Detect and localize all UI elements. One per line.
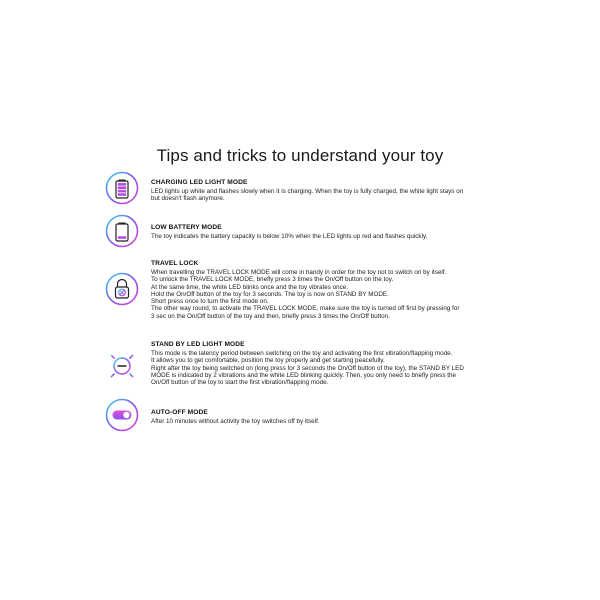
section-heading: AUTO-OFF MODE [151,409,208,416]
section-text-line: Hold the On/Off button of the toy for 3 seconds. The toy is now on STAND BY MODE. [151,290,389,298]
section-text-line: After 10 minutes without activity the toy switches off by itself. [151,418,320,425]
battery-full-icon [105,171,139,205]
section-text-line: LED lights up white and flashes slowly when it is charging. When the toy is fully charged, the white light stays on [151,188,464,195]
section-text-line: This mode is the latency period between switching on the toy and activating the first vibration/flapping mode. [151,350,453,357]
battery-low-icon [105,214,139,248]
section-text-line: MODE is indicated by 2 vibrations and the white LED blinking quickly. Then, you only need to briefly press the [151,371,456,379]
standby-sun-icon [105,349,139,383]
section-text-line: The toy indicates the battery capacity is below 10% when the LED lights up red and flashes quickly. [151,233,428,240]
section-heading: LOW BATTERY MODE [151,224,222,231]
section-heading: TRAVEL LOCK [151,260,199,267]
page-title: Tips and tricks to understand your toy [156,146,444,165]
section-heading: STAND BY LED LIGHT MODE [151,341,245,348]
auto-off-toggle-icon [105,398,139,432]
section-text-line: 3 sec on the On/Off button of the toy and then, briefly press 3 times the On/Off button. [151,312,390,320]
section-text-line: When travelling the TRAVEL LOCK MODE will come in handy in order for the toy not to switch on by itself. [151,269,447,276]
travel-lock-icon [105,272,139,306]
section-text-line: It allows you to get comfortable, position the toy properly and get starting peacefully. [151,357,385,365]
section-text-line: At the same time, the white LED blinks once and the toy vibrates once. [151,283,349,291]
section-text-line: On/Off button of the toy to start the first vibration/flapping mode. [151,379,329,387]
section-text-line: but doesn't flash anymore. [151,195,225,203]
section-text-line: The other way round, to activate the TRAVEL LOCK MODE, make sure the toy is turned off first by pressing for [151,305,460,313]
section-heading: CHARGING LED LIGHT MODE [151,179,248,186]
section-text-line: Right after the toy being switched on (long press for 3 seconds the On/Off button of the toy), the STAND BY LED [151,364,464,372]
section-text-line: Short press once to turn the first mode on. [151,298,269,306]
section-text-line: To unlock the TRAVEL LOCK MODE, briefly press 3 times the On/Off button on the toy. [151,276,394,284]
